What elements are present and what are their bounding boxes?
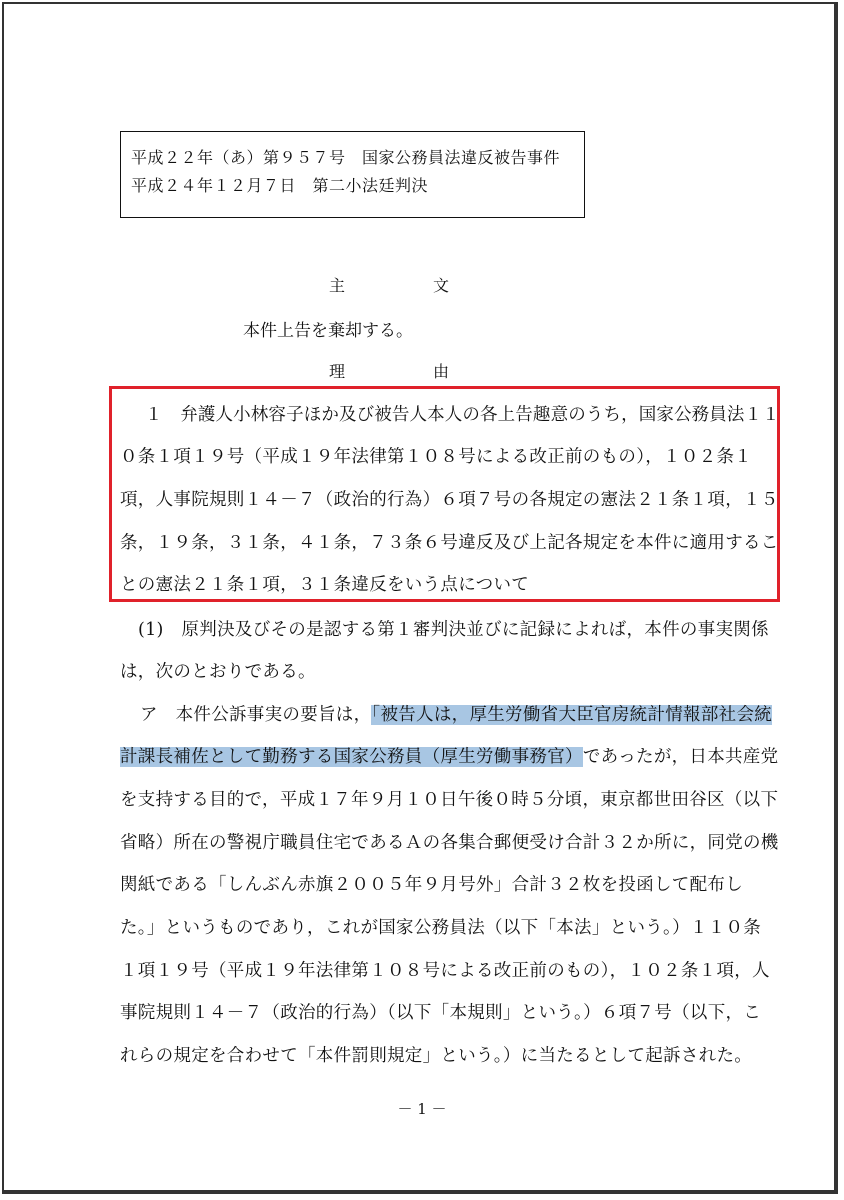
paraA-line: 省略）所在の警視庁職員住宅であるＡの各集合郵便受け合計３２か所に，同党の機 — [120, 833, 779, 853]
para1-line: は，次のとおりである。 — [120, 662, 316, 682]
heading-riyu-2: 由 — [433, 362, 450, 381]
para1-line: (1) 原判決及びその是認する第１審判決並びに記録によれば，本件の事実関係 — [138, 620, 769, 640]
heading-shubun-2: 文 — [433, 276, 450, 295]
case-header-box — [120, 131, 585, 218]
paraA-line: １項１９号（平成１９年法律第１０８号による改正前のもの），１０２条１項，人 — [120, 961, 770, 981]
heading-shubun-1: 主 — [329, 276, 346, 295]
section1-line: との憲法２１条１項，３１条違反をいう点について — [120, 575, 530, 595]
section1-line: 条，１９条，３１条，４１条，７３条６号違反及び上記各規定を本件に適用するこ — [120, 533, 779, 553]
paraA-prefix: ア 本件公訴事実の要旨は， — [140, 705, 372, 725]
section1-line: １ 弁護人小林容子ほか及び被告人本人の各上告趣意のうち，国家公務員法１１ — [145, 405, 780, 425]
paraA-line: た。」というものであり，これが国家公務員法（以下「本法」という。）１１０条 — [120, 918, 762, 938]
judgment-date: 平成２４年１２月７日 第二小法廷判決 — [131, 176, 429, 195]
paraA-line — [140, 701, 772, 726]
paraA-line: れらの規定を合わせて「本件罰則規定」という。）に当たるとして起訴された。 — [120, 1046, 753, 1066]
highlighted-text: 計課長補佐として勤務する国家公務員（厚生労働事務官） — [120, 747, 583, 767]
case-number: 平成２２年（あ）第９５７号 国家公務員法違反被告事件 — [131, 148, 561, 167]
paraA-line: を支持する目的で，平成１７年９月１０日午後０時５分頃，東京都世田谷区（以下 — [120, 790, 779, 810]
paraA-line: 事院規則１４－７（政治的行為）（以下「本規則」という。）６項７号（以下，こ — [120, 1003, 762, 1023]
paraA-line: 関紙である「しんぶん赤旗２００５年９月号外」合計３２枚を投函して配布し — [120, 875, 743, 895]
page-number: － 1 － — [397, 1100, 447, 1118]
highlighted-text: 「被告人は，厚生労働省大臣官房統計情報部社会統 — [371, 705, 773, 725]
paraA-suffix: であったが，日本共産党 — [582, 747, 779, 767]
heading-riyu-1: 理 — [329, 362, 346, 381]
paraA-line — [120, 743, 778, 768]
disposition-text: 本件上告を棄却する。 — [243, 321, 413, 341]
section1-line: 項，人事院規則１４－７（政治的行為）６項７号の各規定の憲法２１条１項，１５ — [120, 490, 779, 510]
section1-line: ０条１項１９号（平成１９年法律第１０８号による改正前のもの），１０２条１ — [120, 447, 753, 467]
